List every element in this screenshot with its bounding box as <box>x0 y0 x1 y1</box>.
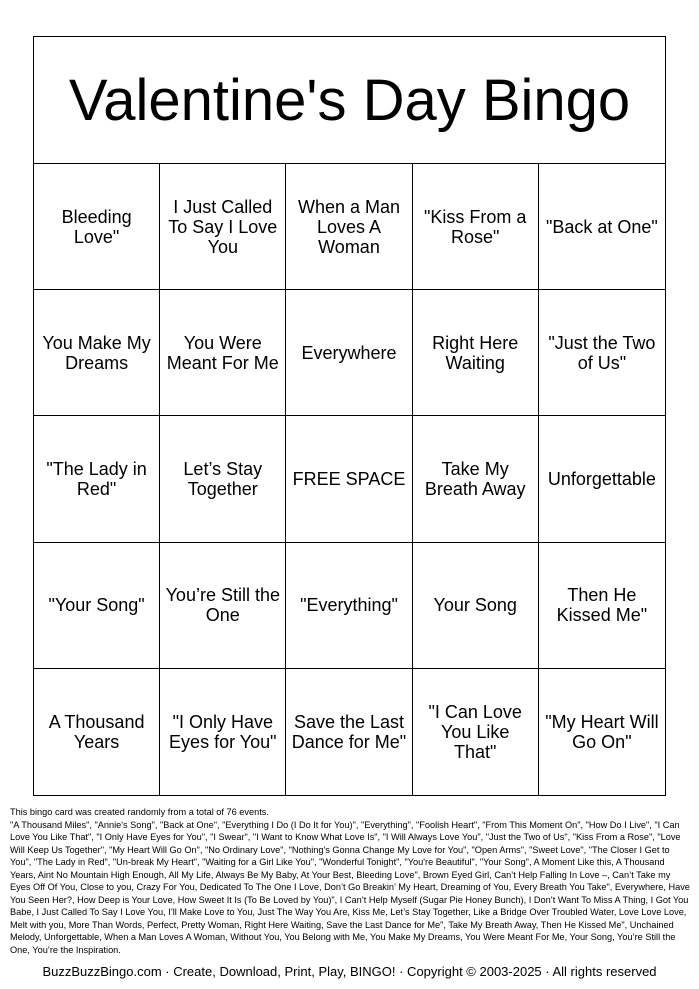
free-space-cell: FREE SPACE <box>286 416 412 542</box>
bingo-cell: You’re Still the One <box>160 543 286 669</box>
bingo-cell: You Make My Dreams <box>34 290 160 416</box>
site-credit: BuzzBuzzBingo.com · Create, Download, Print, Play, BINGO! · Copyright © 2003-2025 · All rights reserved <box>42 964 657 979</box>
bingo-cell: I Just Called To Say I Love You <box>160 164 286 290</box>
bingo-grid <box>34 164 665 795</box>
bingo-cell: Then He Kissed Me" <box>539 543 665 669</box>
bingo-cell: "Your Song" <box>34 543 160 669</box>
bingo-cell: Take My Breath Away <box>413 416 539 542</box>
bingo-cell: "Back at One" <box>539 164 665 290</box>
bingo-cell: Your Song <box>413 543 539 669</box>
bingo-cell: You Were Meant For Me <box>160 290 286 416</box>
bingo-cell: "My Heart Will Go On" <box>545 711 659 752</box>
bingo-cell: "I Only Have Eyes for You" <box>160 669 286 795</box>
bingo-cell: When a Man Loves A Woman <box>286 164 412 290</box>
bingo-cell: "Kiss From a Rose" <box>413 164 539 290</box>
bingo-cell: "Just the Two of Us" <box>539 290 665 416</box>
bingo-card <box>33 36 666 796</box>
bingo-cell: "The Lady in Red" <box>34 416 160 542</box>
bingo-cell: Unforgettable <box>539 416 665 542</box>
bingo-cell: Save the Last Dance for Me" <box>286 669 412 795</box>
card-title: Valentine's Day Bingo <box>34 37 665 164</box>
bingo-cell: Bleeding Love" <box>34 164 160 290</box>
bingo-cell: "Everything" <box>286 543 412 669</box>
bingo-cell: A Thousand Years <box>34 669 160 795</box>
bingo-cell: "I Can Love You Like That" <box>413 669 539 795</box>
bingo-cell: Everywhere <box>286 290 412 416</box>
events-description <box>10 806 690 956</box>
bingo-cell: Let’s Stay Together <box>160 416 286 542</box>
events-list: "A Thousand Miles", "Annie's Song", "Back at One", "Everything I Do (I Do It for You)", "Everything", "Foolish Heart", "From This Moment On", "How Do I Live", "I Can Love You Like That", "I Only Have Eyes for You", "I Swear", "I Want to Know What Love Is", "I Will Always Love You", "Just the Two of Us", "Kiss From a Rose", "Love Will Keep Us Together", "My Heart Will Go On", "No Ordinary Love", "Nothing's Gonna Change My Love for You", "Open Arms", "Sweet Love", "The Closer I Get to You", "The Lady in Red", "Un-break My Heart", "Waiting for a Girl Like You", "Wonderful Tonight", "You're Beautiful", "Your Song", A Moment Like this, A Thousand Years, Aint No Mountain High Enough, All My Life, Always Be My Baby, At Your Best, Bleeding Love", Brown Eyed Girl, Can’t Help Falling In Love –, Can’t Take my Eyes Off Of You, Close to you, Crazy For You, Dedicated To The One I Love, Don’t Go Breakin’ My Heart, Dreaming of You, Every Breath You Take", Everywhere, Have You Seen Her?, How Deep is Your Love, How Sweet It Is (To Be Loved by You)", I Can’t Help Myself (Sugar Pie Honey Bunch), I Don’t Want To Miss A Thing, I Got You Babe, I Just Called To Say I Love You, I’ll Make Love to You, Just The Way You Are, Kiss Me, Let’s Stay Together, Like a Bridge Over Troubled Water, Love Love Love, Melt with you, More Than Words, Perfect, Pretty Woman, Right Here Waiting, Save the Last Dance for Me", Take My Breath Away, Then He Kissed Me", Unchained Melody, Unforgettable, When a Man Loves A Woman, Without You, You Belong with Me, You Make My Dreams, You Were Meant For Me, Your Song, You’re Still the One, You’re the Inspiration. <box>10 819 690 955</box>
events-intro: This bingo card was created randomly from a total of 76 events. <box>10 807 269 817</box>
bingo-cell: Right Here Waiting <box>413 290 539 416</box>
